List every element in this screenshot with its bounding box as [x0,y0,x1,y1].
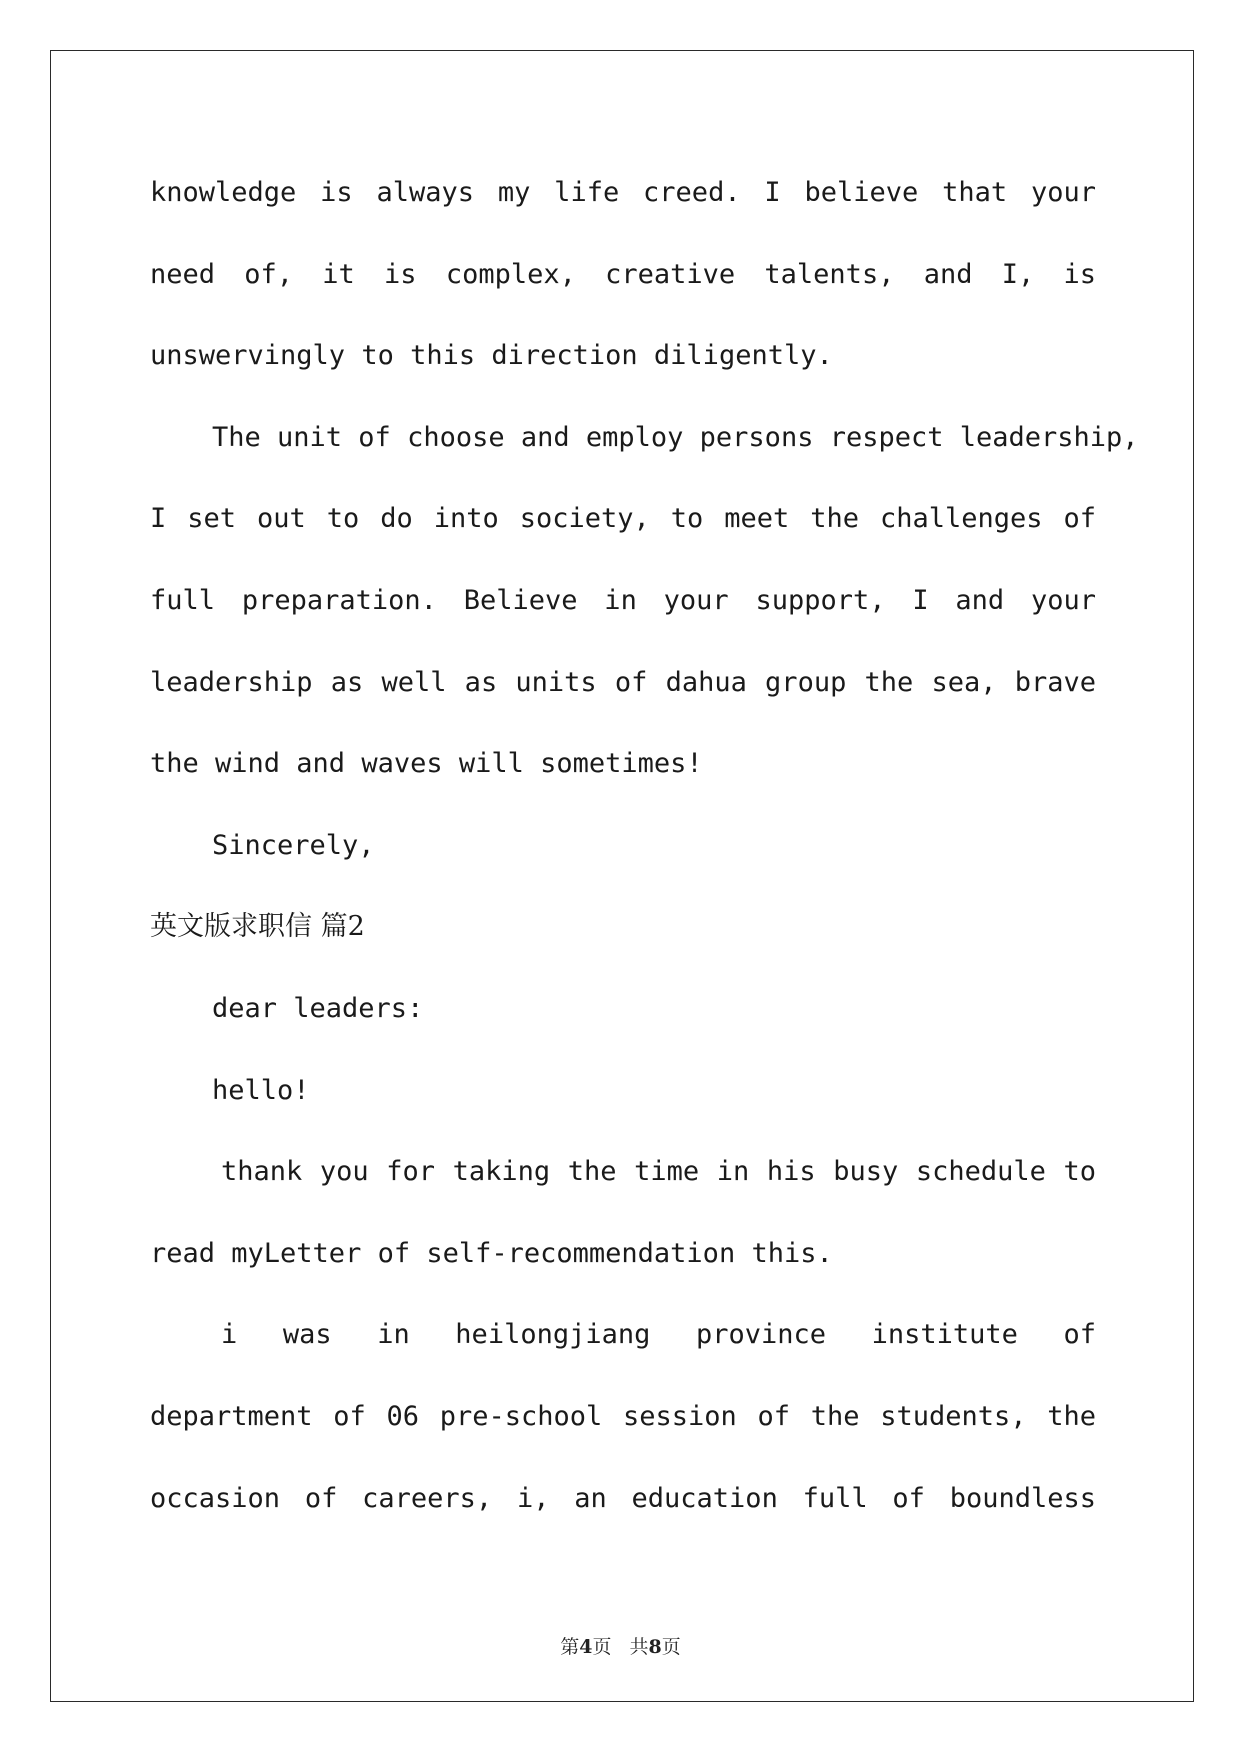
text-line: I set out to do into society, to meet the challenges of [150,503,1096,535]
current-page-number: 4 [579,1636,593,1658]
section-heading: 英文版求职信 篇2 [150,911,365,943]
text-line: The unit of choose and employ persons respect leadership, [212,421,1139,453]
greeting-line: hello! [212,1074,310,1106]
salutation-line: dear leaders: [212,992,424,1024]
text-line: occasion of careers, i, an education full of boundless [150,1482,1096,1514]
text-line: knowledge is always my life creed. I believe that your [150,177,1096,208]
text-line: i was in heilongjiang province institute of [221,1319,1096,1351]
total-suffix: 页 [661,1636,681,1658]
total-page-number: 8 [648,1636,662,1658]
text-line: thank you for taking the time in his busy schedule to [221,1156,1096,1188]
text-line: read myLetter of self-recommendation this. [150,1237,833,1269]
total-prefix: 共 [629,1636,649,1658]
text-line: the wind and waves will sometimes! [150,748,703,780]
text-line: full preparation. Believe in your support, I and your [150,584,1096,616]
text-line: unswervingly to this direction diligently. [150,340,833,372]
text-line: department of 06 pre-school session of the students, the [150,1400,1096,1432]
closing-line: Sincerely, [212,829,375,861]
page-suffix: 页 [592,1636,612,1658]
page-footer [0,1632,1241,1659]
document-body [150,152,1139,1539]
page-prefix: 第 [560,1636,580,1658]
text-line: need of, it is complex, creative talents, and I, is [150,258,1096,290]
text-line: leadership as well as units of dahua group the sea, brave [150,666,1096,698]
